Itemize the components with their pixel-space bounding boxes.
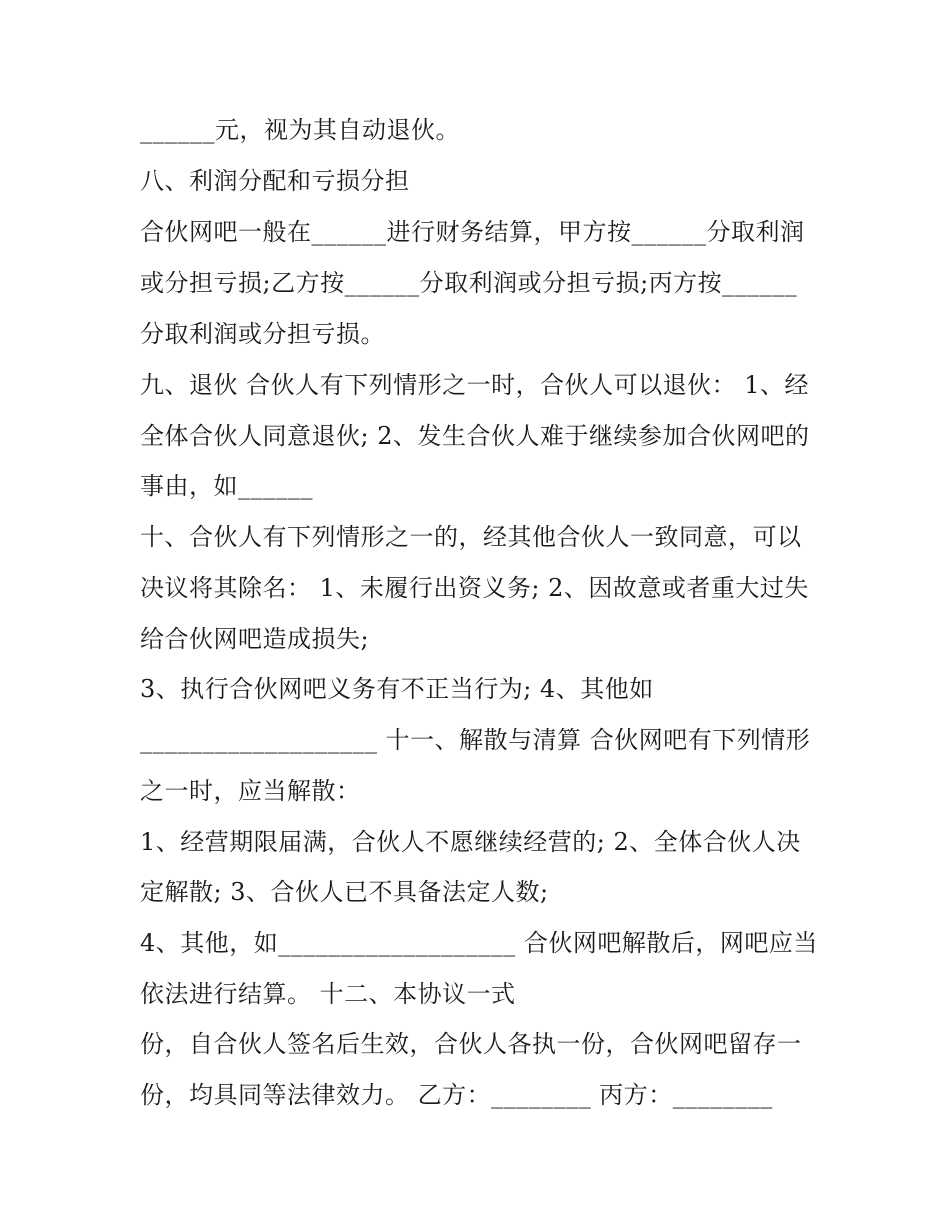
text-line-3: 合伙网吧一般在______进行财务结算，甲方按______分取利润 (140, 218, 805, 246)
text-line-10: 决议将其除名： 1、未履行出资义务; 2、因故意或者重大过失 (140, 574, 809, 602)
section-heading-11: ___________________ 十一、解散与清算 合伙网吧有下列情形 (140, 726, 811, 754)
text-line-4: 或分担亏损;乙方按______分取利润或分担亏损;丙方按______ (140, 269, 798, 297)
text-line-7: 全体合伙人同意退伙; 2、发生合伙人难于继续参加合伙网吧的 (140, 422, 810, 450)
text-line-8: 事由，如______ (140, 472, 313, 500)
text-line-19: 份，自合伙人签名后生效，合伙人各执一份，合伙网吧留存一 (140, 1030, 802, 1058)
section-heading-9: 九、退伙 合伙人有下列情形之一时，合伙人可以退伙： 1、经 (140, 371, 810, 399)
text-line-17: 4、其他，如___________________ 合伙网吧解散后，网吧应当 (140, 929, 818, 957)
text-line-12: 3、执行合伙网吧义务有不正当行为; 4、其他如 (140, 675, 654, 703)
text-line-11: 给合伙网吧造成损失; (140, 625, 370, 653)
signature-line: 份，均具同等法律效力。 乙方：________ 丙方：________ (140, 1081, 773, 1109)
text-line-1: ______元，视为其自动退伙。 (140, 116, 460, 144)
text-line-14: 之一时，应当解散： (140, 777, 361, 805)
section-heading-12: 依法进行结算。 十二、本协议一式 (140, 980, 516, 1008)
text-line-5: 分取利润或分担亏损。 (140, 320, 385, 348)
text-line-16: 定解散; 3、合伙人已不具备法定人数; (140, 878, 549, 906)
text-line-15: 1、经营期限届满，合伙人不愿继续经营的; 2、全体合伙人决 (140, 828, 801, 856)
section-heading-10: 十、合伙人有下列情形之一的，经其他合伙人一致同意，可以 (140, 523, 802, 551)
section-heading-8: 八、利润分配和亏损分担 (140, 167, 410, 195)
